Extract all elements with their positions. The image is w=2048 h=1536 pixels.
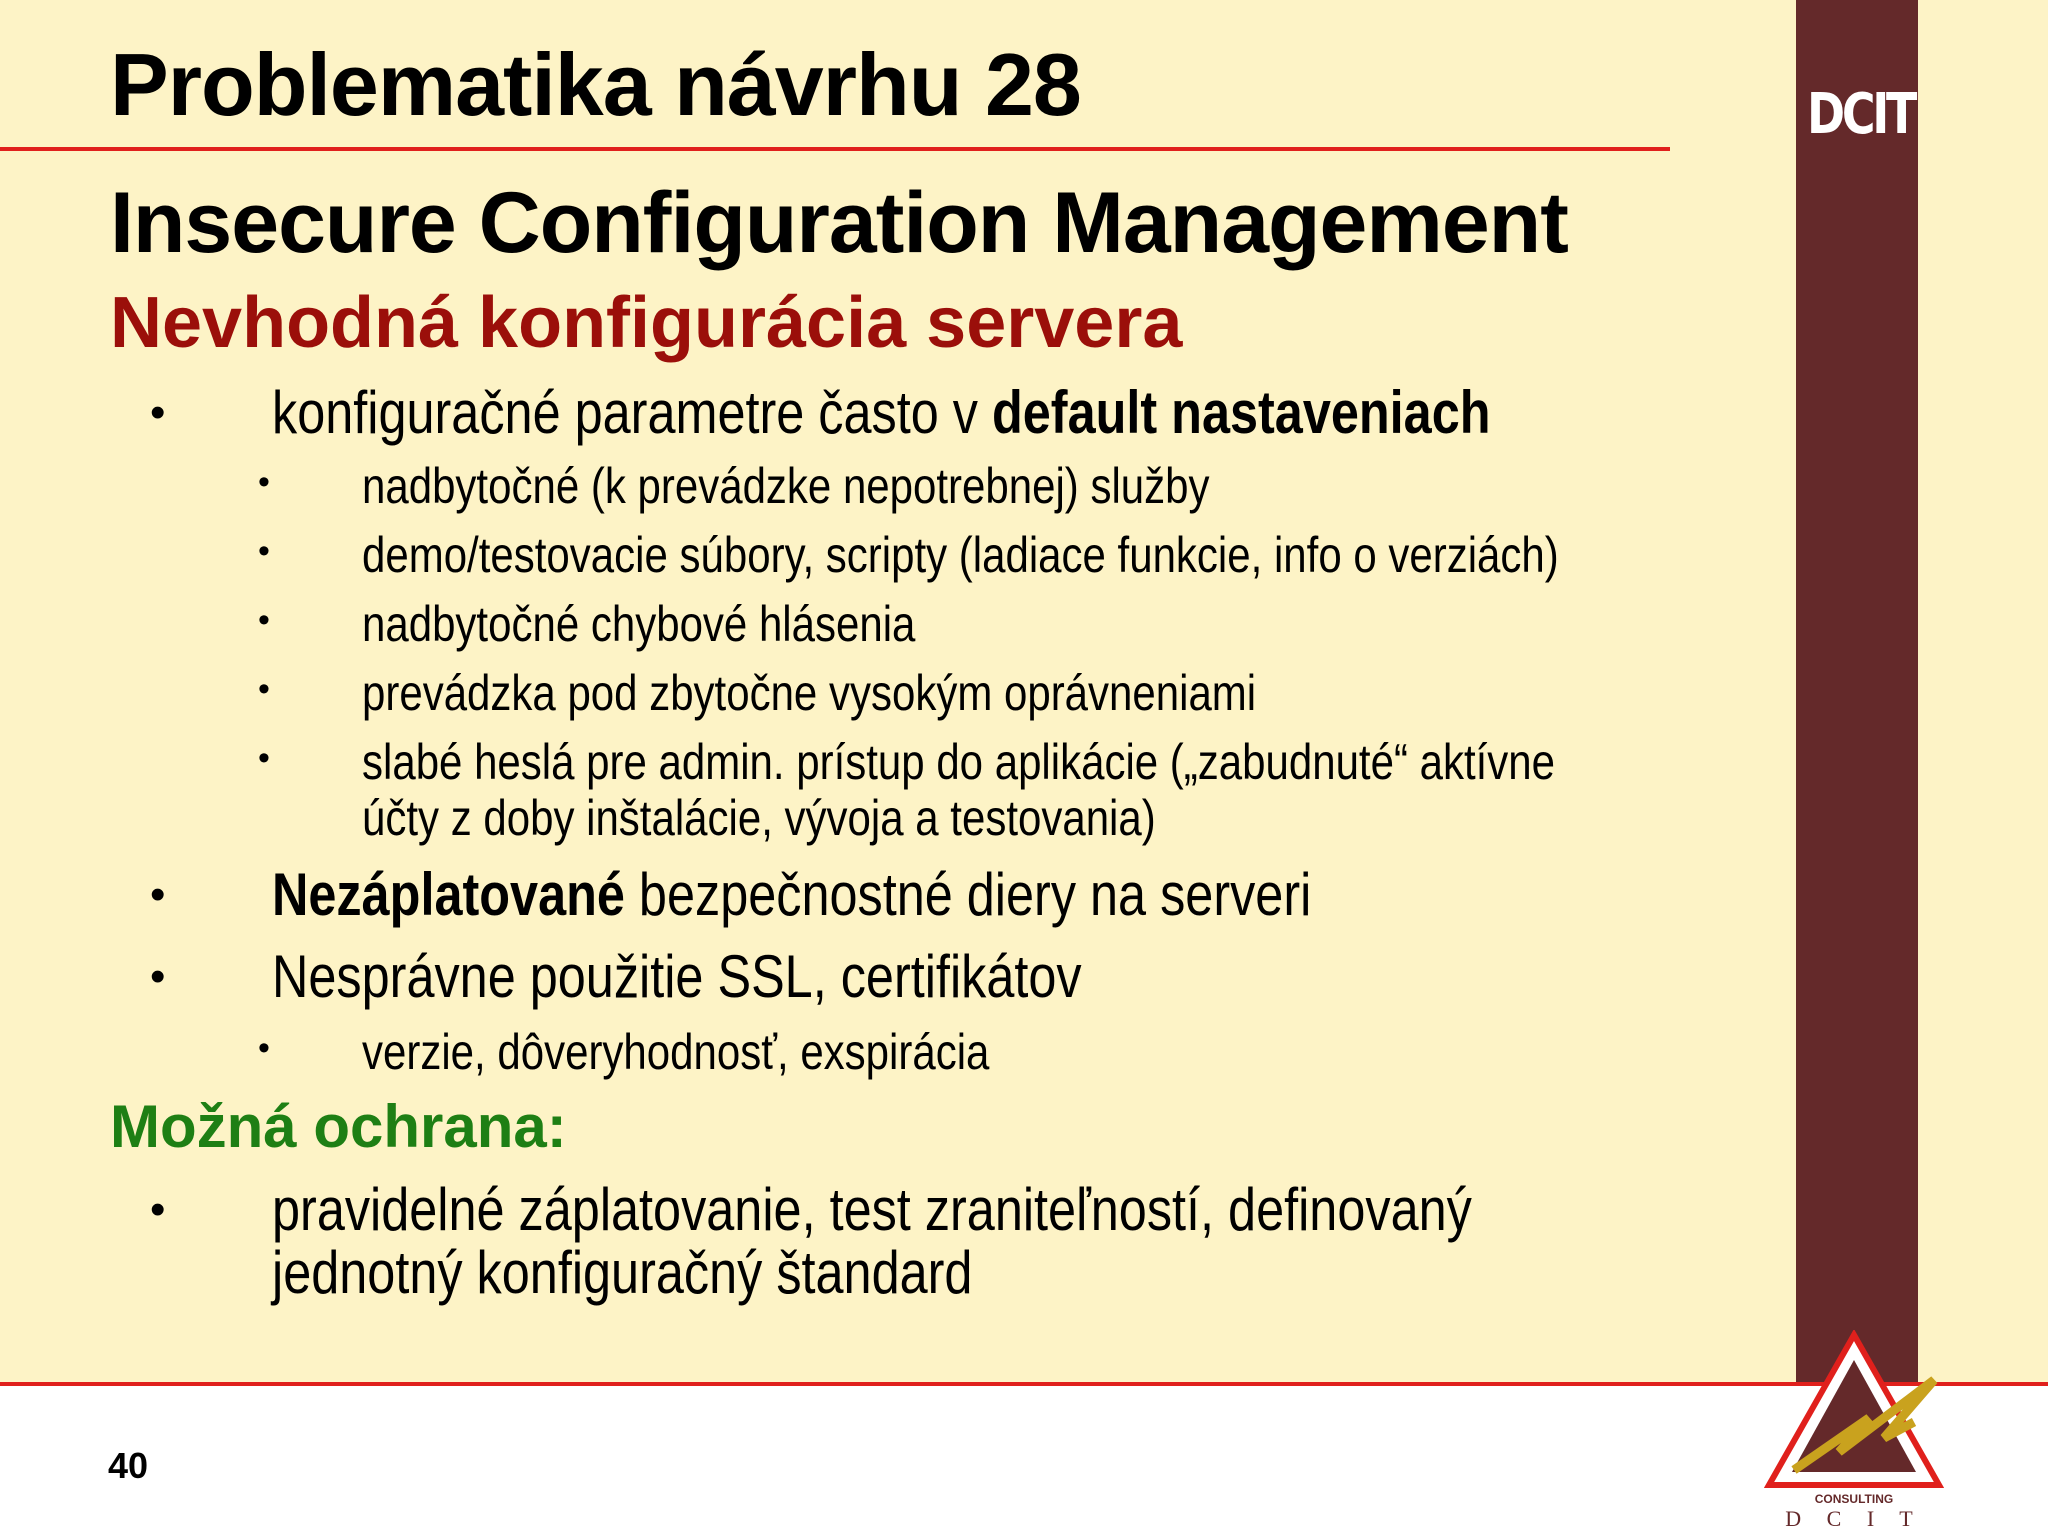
brand-side-band [1796, 0, 1918, 1383]
sub-bullet-item-continuation: účty z doby inštalácie, vývoja a testovania) [362, 790, 1156, 846]
sub-bullet-item: nadbytočné (k prevádzke nepotrebnej) služby [362, 458, 1210, 514]
protection-bullet-item: pravidelné záplatovanie, test zraniteľností, definovaný [272, 1176, 1472, 1243]
sub-bullet-item: prevádzka pod zbytočne vysokým oprávneniami [362, 665, 1257, 721]
sub-bullet-item: demo/testovacie súbory, scripty (ladiace funkcie, info o verziách) [362, 527, 1559, 583]
bullet-text: bezpečnostné diery na serveri [624, 861, 1312, 928]
sub-bullet-marker: • [258, 601, 270, 639]
bullet-item: Nesprávne použitie SSL, certifikátov [272, 943, 1082, 1010]
title-divider [0, 147, 1670, 151]
logo-text-consulting: CONSULTING [1814, 1492, 1894, 1506]
page-number: 40 [108, 1445, 149, 1486]
sub-bullet-marker: • [258, 670, 270, 708]
bullet-marker: • [150, 1185, 166, 1234]
bullet-text-bold: default nastaveniach [991, 379, 1491, 446]
brand-band-label: DCIT [1806, 82, 1915, 147]
bullet-item [272, 378, 1491, 447]
protection-heading: Možná ochrana: [110, 1093, 567, 1160]
bullet-item [272, 860, 1311, 929]
bullet-marker: • [150, 952, 166, 1001]
sub-bullet-item: verzie, dôveryhodnosť, exspirácia [362, 1024, 990, 1080]
page-title: Problematika návrhu 28 [110, 35, 1081, 134]
protection-bullet-item-continuation: jednotný konfiguračný štandard [272, 1239, 973, 1306]
bullet-text-bold: Nezáplatované [272, 861, 625, 928]
sub-bullet-marker: • [258, 1029, 270, 1067]
subsection-heading: Nevhodná konfigurácia servera [110, 283, 1183, 363]
section-heading: Insecure Configuration Management [110, 175, 1568, 271]
sub-bullet-item: slabé heslá pre admin. prístup do aplikácie („zabudnuté“ aktívne [362, 734, 1556, 790]
sub-bullet-marker: • [258, 463, 270, 501]
logo-text-dcit: D C I T [1785, 1506, 1923, 1530]
slide-footer [0, 1386, 2048, 1536]
dcit-consulting-logo-icon [1764, 1330, 1944, 1530]
sub-bullet-item: nadbytočné chybové hlásenia [362, 596, 916, 652]
sub-bullet-marker: • [258, 532, 270, 570]
sub-bullet-marker: • [258, 739, 270, 777]
bullet-marker: • [150, 870, 166, 919]
bullet-text: konfiguračné parametre často v [272, 379, 992, 446]
bullet-marker: • [150, 388, 166, 437]
